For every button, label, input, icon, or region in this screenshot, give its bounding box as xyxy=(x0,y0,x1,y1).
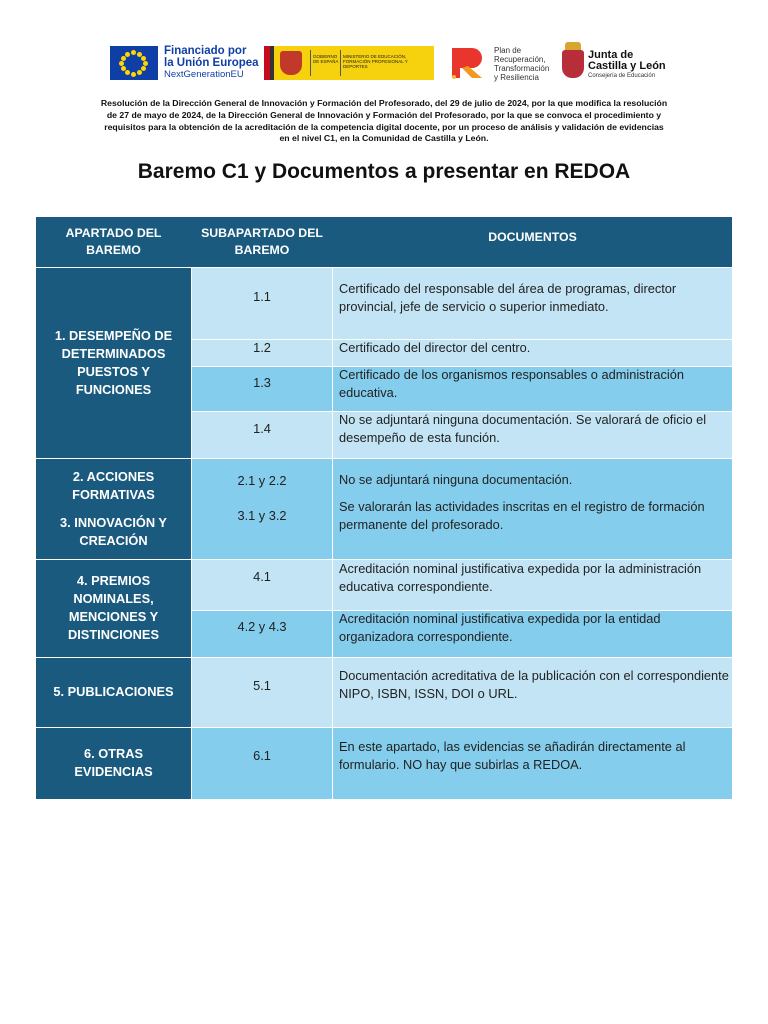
section-6: 6. OTRAS EVIDENCIAS xyxy=(36,727,191,799)
sub-4-2: 4.2 y 4.3 xyxy=(191,610,333,657)
doc-2-3 xyxy=(333,458,732,559)
section-2-label: 2. ACCIONES FORMATIVAS xyxy=(72,468,155,502)
page-title: Baremo C1 y Documentos a presentar en REDOA xyxy=(137,160,631,183)
doc-4-1: Acreditación nominal justificativa expedida por la administración educativa correspondiente. xyxy=(333,559,732,610)
doc-1-3: Certificado de los organismos responsables o administración educativa. xyxy=(333,366,732,411)
doc-1-4: No se adjuntará ninguna documentación. Se valorará de oficio el desempeño de esta función. xyxy=(333,411,732,458)
sub-2-3 xyxy=(191,458,333,559)
gobierno-text: GOBIERNO DE ESPAÑA xyxy=(313,54,339,64)
doc-3-text: Se valorarán las actividades inscritas en el registro de formación permanente del profesorado. xyxy=(339,499,705,532)
doc-6-1: En este apartado, las evidencias se añadirán directamente al formulario. NO hay que subirlas a REDOA. xyxy=(333,727,732,799)
header-subapartado: SUBAPARTADO DEL BAREMO xyxy=(191,217,333,267)
jcyl-text: Junta de Castilla y León Consejería de Educación xyxy=(588,49,666,79)
ministerio-text: MINISTERIO DE EDUCACIÓN, FORMACIÓN PROFESIONAL Y DEPORTES xyxy=(343,54,408,69)
baremo-table xyxy=(36,217,732,799)
header-apartado: APARTADO DEL BAREMO xyxy=(36,217,191,267)
doc-1-2: Certificado del director del centro. xyxy=(333,339,732,366)
prtr-text: Plan de Recuperación, Transformación y Resiliencia xyxy=(494,46,550,82)
section-4: 4. PREMIOS NOMINALES, MENCIONES Y DISTINCIONES xyxy=(36,559,191,657)
eu-text-line2: la Unión Europea xyxy=(164,57,259,69)
jcyl-shield-icon xyxy=(562,42,584,82)
sub-2-label: 2.1 y 2.2 xyxy=(237,473,287,488)
doc-4-2: Acreditación nominal justificativa expedida por la entidad organizadora correspondiente. xyxy=(333,610,732,657)
doc-5-1: Documentación acreditativa de la publicación con el correspondiente NIPO, ISBN, ISSN, DOI o URL. xyxy=(333,657,732,727)
doc-1-1: Certificado del responsable del área de programas, director provincial, jefe de servicio o superior inmediato. xyxy=(333,267,732,339)
logo-strip xyxy=(0,42,768,84)
prtr-logo-icon xyxy=(448,44,488,82)
section-1: 1. DESEMPEÑO DE DETERMINADOS PUESTOS Y FUNCIONES xyxy=(36,267,191,458)
sub-1-3: 1.3 xyxy=(191,366,333,411)
doc-2-text: No se adjuntará ninguna documentación. xyxy=(339,472,573,487)
ministerio-logo xyxy=(264,46,434,80)
sub-1-4: 1.4 xyxy=(191,411,333,458)
section-3-label: 3. INNOVACIÓN Y CREACIÓN xyxy=(60,514,167,548)
eu-text-line1: Financiado por xyxy=(164,45,247,57)
section-2-3 xyxy=(36,458,191,559)
resolution-paragraph: Resolución de la Dirección General de Innovación y Formación del Profesorado, del 29 de julio de 2024, por la que modifica la resolución de 27 de mayo de 2024, de la Dirección General de Innovación y Formación del Profesorado, por la que se convoca el procedimiento y requisitos para la obtención de la acreditación de la competencia digital docente, por un proceso de análisis y validación de evidencias en el nivel C1, en la Comunidad de Castilla y León. xyxy=(100,98,668,144)
sub-3-label: 3.1 y 3.2 xyxy=(237,508,287,523)
coat-of-arms-icon xyxy=(280,51,302,75)
sub-5-1: 5.1 xyxy=(191,657,333,727)
eu-funding-text xyxy=(164,45,259,81)
eu-flag-logo xyxy=(110,46,158,80)
header-documentos: DOCUMENTOS xyxy=(333,217,732,257)
eu-text-line3: NextGenerationEU xyxy=(164,69,244,80)
sub-1-2: 1.2 xyxy=(191,339,333,366)
sub-4-1: 4.1 xyxy=(191,559,333,610)
section-5: 5. PUBLICACIONES xyxy=(36,657,191,727)
sub-6-1: 6.1 xyxy=(191,727,333,799)
sub-1-1: 1.1 xyxy=(191,267,333,339)
